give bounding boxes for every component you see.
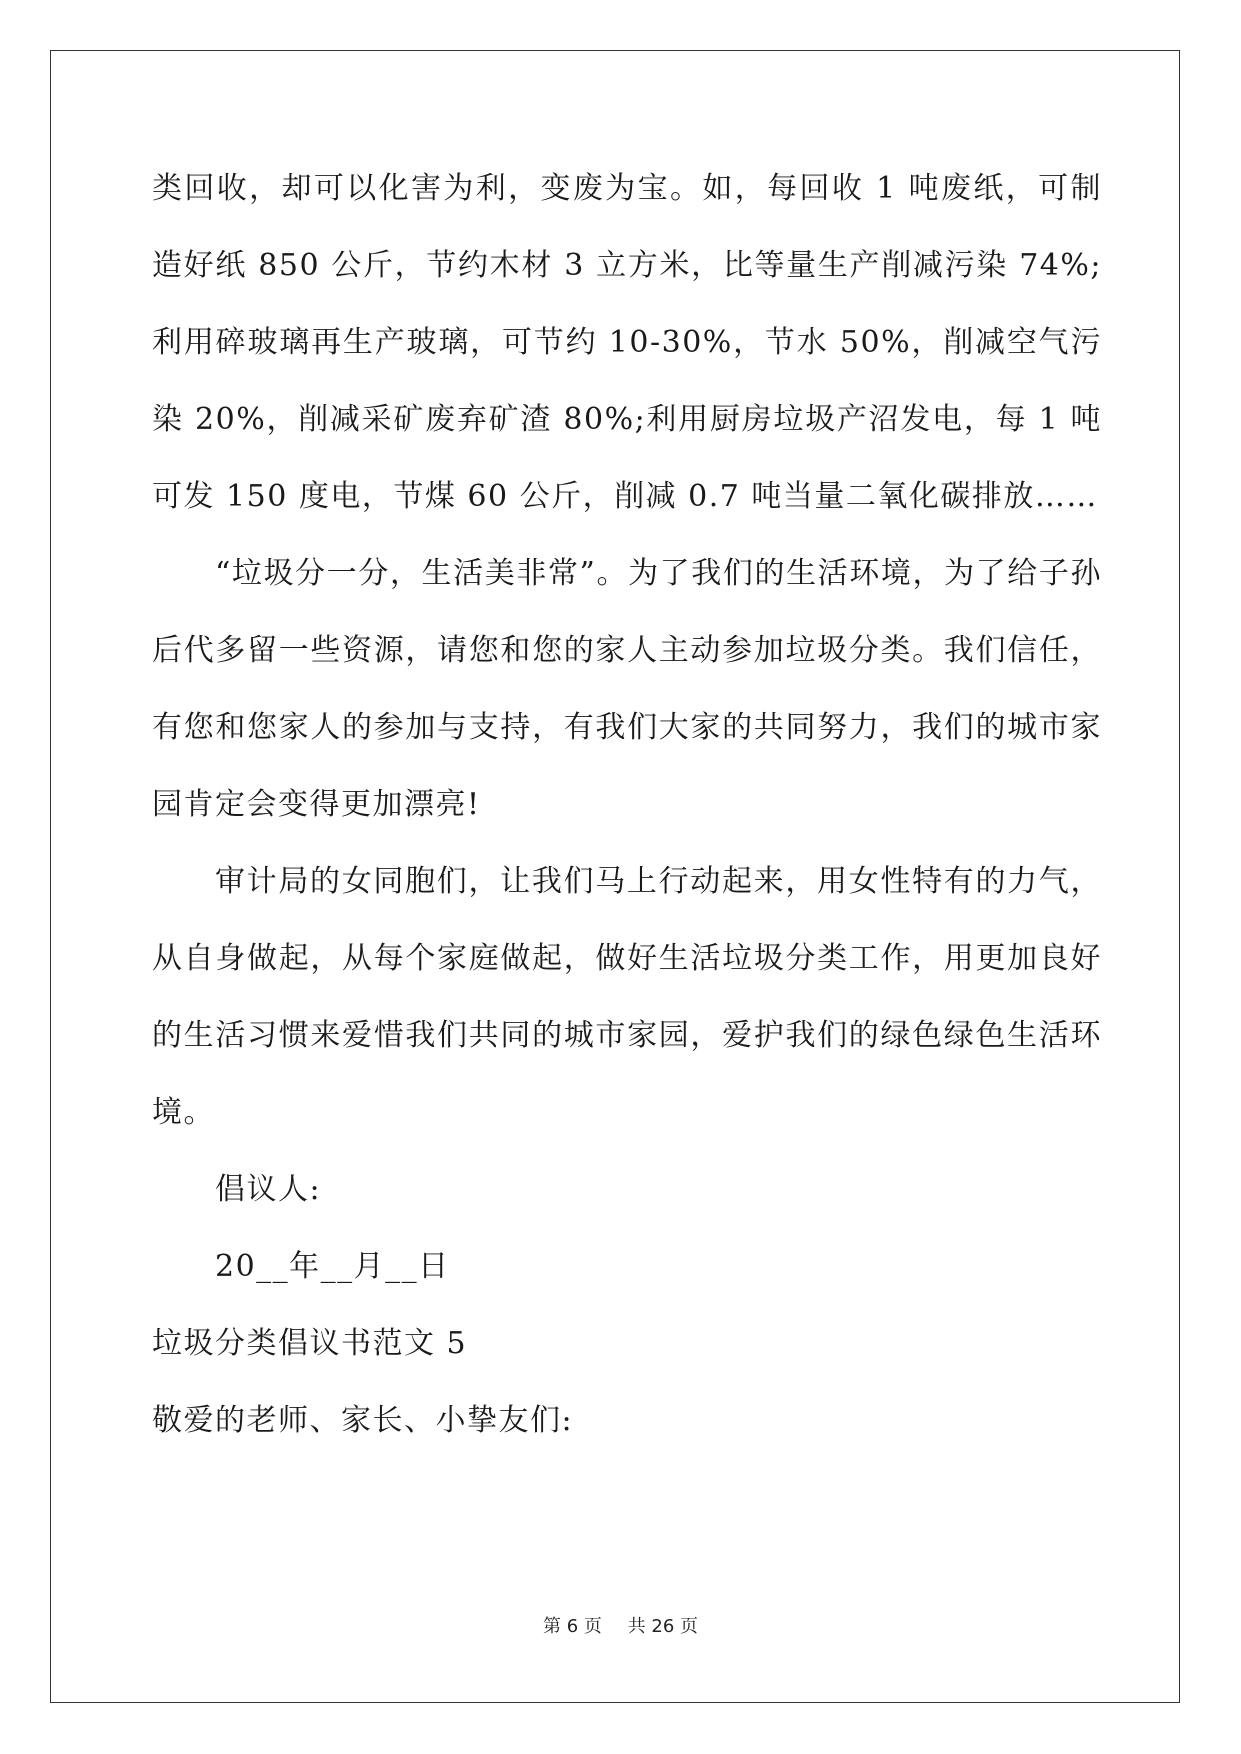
paragraph-audit-bureau: 审计局的女同胞们，让我们马上行动起来，用女性特有的力气，从自身做起，从每个家庭做起，做好生活垃圾分类工作，用更加良好的生活习惯来爱惜我们共同的城市家园，爱护我们的绿色绿色生活环境。 [152, 864, 1102, 1130]
initiator-label: 倡议人: [215, 1172, 322, 1207]
page-total: 共 26 页 [627, 1616, 698, 1637]
document-body [152, 150, 1102, 1459]
page-footer [0, 1612, 1241, 1638]
section-heading: 垃圾分类倡议书范文 5 [152, 1326, 468, 1361]
page-current: 第 6 页 [543, 1616, 602, 1637]
salutation: 敬爱的老师、家长、小挚友们: [152, 1403, 574, 1438]
paragraph-recycling-benefits: 类回收，却可以化害为利，变废为宝。如，每回收 1 吨废纸，可制造好纸 850 公斤，节约木材 3 立方米，比等量生产削减污染 74%;利用碎玻璃再生产玻璃，可节约 10-30%，节水 50%，削减空气污染 20%，削减采矿废弃矿渣 80%;利用厨房垃圾产沼发电，每 1 吨可发 150 度电，节煤 60 公斤，削减 0.7 吨当量二氧化碳排放…… [152, 171, 1102, 514]
date-line: 20__年__月__日 [215, 1249, 450, 1284]
paragraph-call-to-action: “垃圾分一分，生活美非常”。为了我们的生活环境，为了给子孙后代多留一些资源，请您和您的家人主动参加垃圾分类。我们信任，有您和您家人的参加与支持，有我们大家的共同努力，我们的城市家园肯定会变得更加漂亮! [152, 556, 1102, 822]
